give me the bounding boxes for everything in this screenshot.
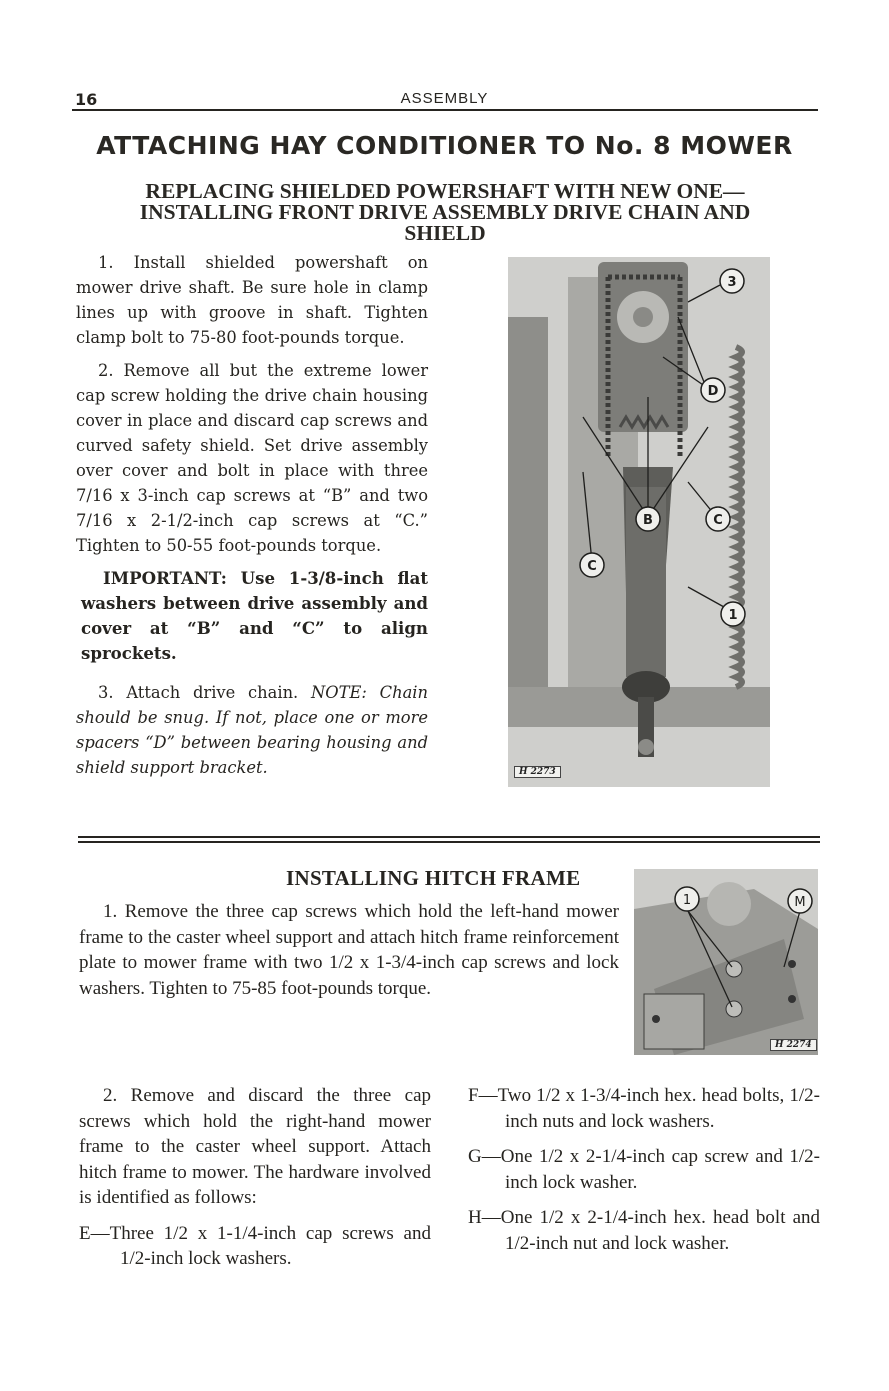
section-heading-line: SHIELD	[404, 221, 486, 245]
hitch-step-2-column	[79, 1083, 431, 1272]
hitch-step-1-text: 1. Remove the three cap screws which hold the left-hand mower frame to the caster wheel support and attach hitch frame reinforcement plate to mower frame with two 1/2 x 1-3/4-inch cap screws and lock washers. Tighten to 75-85 foot-pounds torque.	[79, 901, 619, 999]
hardware-list-column	[468, 1083, 820, 1266]
svg-text:M: M	[794, 895, 806, 910]
instructions-column	[76, 250, 428, 788]
section-divider	[78, 836, 820, 838]
svg-text:1: 1	[728, 608, 738, 623]
header-rule	[72, 109, 818, 111]
figure-drive-assembly	[508, 257, 770, 787]
hardware-item-e: E—Three 1/2 x 1-1/4-inch cap screws and 1/2-inch lock washers.	[79, 1222, 431, 1269]
hitch-step-1	[79, 899, 619, 1001]
hardware-item-h: H—One 1/2 x 2-1/4-inch hex. head bolt and 1/2-inch nut and lock washer.	[468, 1207, 820, 1254]
figure-id: H 2274	[770, 1039, 817, 1051]
page-title: ATTACHING HAY CONDITIONER TO No. 8 MOWER	[96, 131, 793, 160]
step-3	[76, 680, 428, 780]
hardware-item-f: F—Two 1/2 x 1-3/4-inch hex. head bolts, 1/2-inch nuts and lock washers.	[468, 1085, 820, 1132]
hitch-step-2: 2. Remove and discard the three cap screws which hold the right-hand mower frame to the caster wheel support. Attach hitch frame to mower. The hardware involved is identified as follows:	[79, 1085, 431, 1208]
section-heading-line: REPLACING SHIELDED POWERSHAFT WITH NEW ONE—	[145, 179, 745, 203]
section-heading-line: INSTALLING FRONT DRIVE ASSEMBLY DRIVE CHAIN AND	[139, 200, 751, 224]
figure-hitch-plate	[634, 869, 818, 1055]
step-3-note: NOTE: Chain should be snug. If not, place one or more spacers “D” between bearing housing and shield support bracket.	[76, 683, 428, 777]
svg-text:1: 1	[682, 893, 692, 908]
section-heading	[80, 181, 810, 244]
section-divider	[78, 841, 820, 843]
step-1: 1. Install shielded powershaft on mower drive shaft. Be sure hole in clamp lines up with groove in shaft. Tighten clamp bolt to 75-80 foot-pounds torque.	[76, 253, 428, 347]
svg-text:C: C	[713, 513, 723, 528]
hardware-item-g: G—One 1/2 x 2-1/4-inch cap screw and 1/2-inch lock washer.	[468, 1146, 820, 1193]
figure-id: H 2273	[514, 766, 561, 778]
svg-text:C: C	[587, 559, 597, 574]
step-2: 2. Remove all but the extreme lower cap screw holding the drive chain housing cover in place and discard cap screws and curved safety shield. Set drive assembly over cover and bolt in place with three 7/16 x 3-inch cap screws at “B” and two 7/16 x 2-1/2-inch cap screws at “C.” Tighten to 50-55 foot-pounds torque.	[76, 361, 428, 555]
svg-text:D: D	[707, 384, 719, 399]
svg-text:3: 3	[727, 275, 737, 290]
svg-text:B: B	[643, 513, 653, 528]
important-note: IMPORTANT: Use 1-3/8-inch flat washers between drive assembly and cover at “B” and “C” to align sprockets.	[81, 568, 428, 663]
step-3-lead: 3. Attach drive chain.	[98, 683, 312, 702]
hitch-plate-photo-icon	[634, 869, 818, 1055]
running-head: ASSEMBLY	[400, 90, 489, 107]
drive-assembly-photo-icon	[508, 257, 770, 787]
page-number: 16	[75, 90, 98, 109]
section-heading-hitch-frame: INSTALLING HITCH FRAME	[286, 866, 581, 890]
